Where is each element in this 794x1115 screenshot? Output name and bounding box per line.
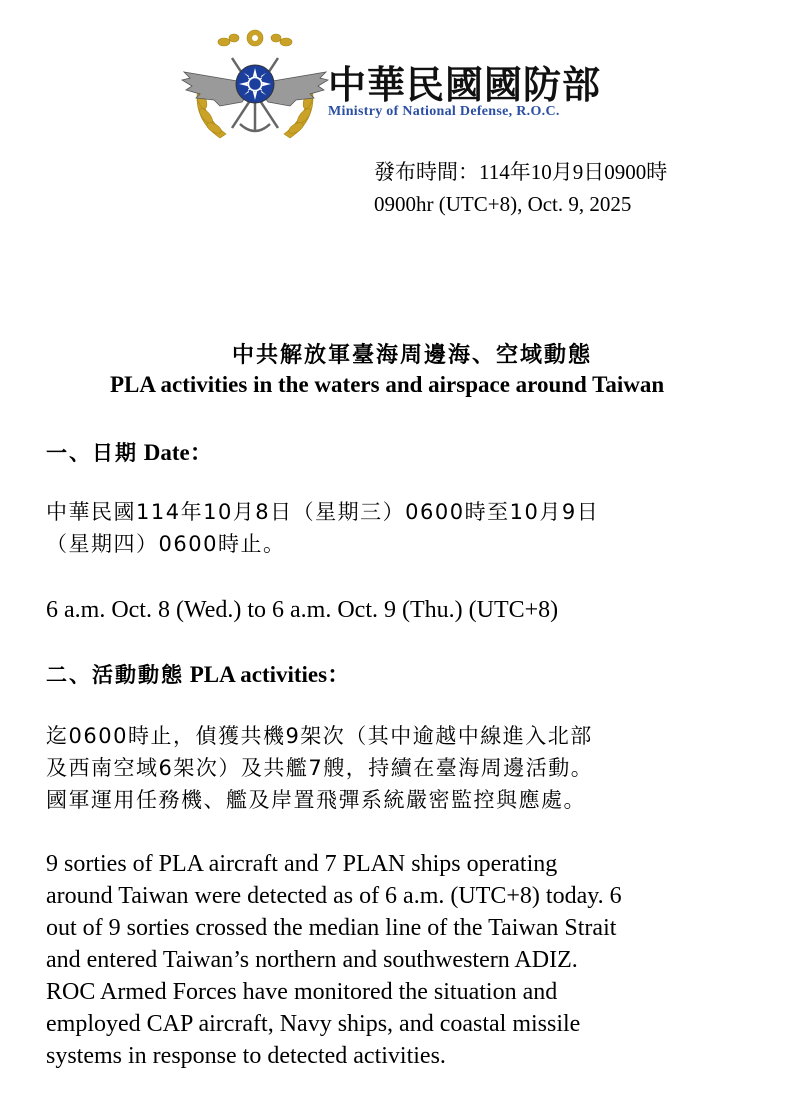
section1-heading bbox=[46, 434, 213, 467]
section1-heading-en: Date： bbox=[143, 440, 213, 465]
body-zh-line: 及西南空域6架次）及共艦7艘，持續在臺海周邊活動。 bbox=[46, 756, 594, 780]
body-en-line: around Taiwan were detected as of 6 a.m. (UTC+8) today. 6 bbox=[46, 883, 622, 909]
section2-heading-en: PLA activities： bbox=[189, 662, 351, 687]
section1-heading-zh: 一、日期 bbox=[46, 441, 138, 465]
body-zh-line: 迄0600時止，偵獲共機9架次（其中逾越中線進入北部 bbox=[46, 724, 593, 748]
org-name-zh: 中華民國國防部 bbox=[328, 63, 602, 107]
section2-heading-zh: 二、活動動態 bbox=[46, 663, 184, 687]
body-en-line: employed CAP aircraft, Navy ships, and coastal missile bbox=[46, 1011, 581, 1037]
mnd-emblem-icon bbox=[180, 28, 330, 146]
section1-date-en bbox=[46, 594, 558, 626]
date-en-line: 6 a.m. Oct. 8 (Wed.) to 6 a.m. Oct. 9 (Thu.) (UTC+8) bbox=[46, 597, 559, 623]
release-time bbox=[374, 156, 667, 220]
body-en-line: out of 9 sorties crossed the median line of the Taiwan Strait bbox=[46, 915, 617, 941]
org-name-en: Ministry of National Defense, R.O.C. bbox=[328, 104, 560, 119]
page-title-en: PLA activities in the waters and airspace around Taiwan bbox=[110, 372, 665, 397]
release-time-zh: 發布時間：114年10月9日0900時 bbox=[374, 160, 668, 184]
body-en-line: 9 sorties of PLA aircraft and 7 PLAN ships operating bbox=[46, 851, 558, 877]
body-zh-line: 國軍運用任務機、艦及岸置飛彈系統嚴密監控與應處。 bbox=[46, 788, 586, 812]
body-en-line: ROC Armed Forces have monitored the situation and bbox=[46, 979, 558, 1005]
release-time-en: 0900hr (UTC+8), Oct. 9, 2025 bbox=[374, 192, 632, 216]
page-title-zh: 中共解放軍臺海周邊海、空域動態 bbox=[231, 343, 592, 368]
section2-body-zh bbox=[46, 720, 746, 816]
section2-body-en bbox=[46, 848, 622, 1072]
body-en-line: and entered Taiwan’s northern and southwestern ADIZ. bbox=[46, 947, 578, 973]
date-zh-line: （星期四）0600時止。 bbox=[46, 532, 286, 556]
date-zh-line: 中華民國114年10月8日（星期三）0600時至10月9日 bbox=[46, 500, 600, 524]
section2-heading bbox=[46, 656, 350, 689]
section1-date-zh bbox=[46, 496, 746, 560]
body-en-line: systems in response to detected activities. bbox=[46, 1043, 446, 1069]
